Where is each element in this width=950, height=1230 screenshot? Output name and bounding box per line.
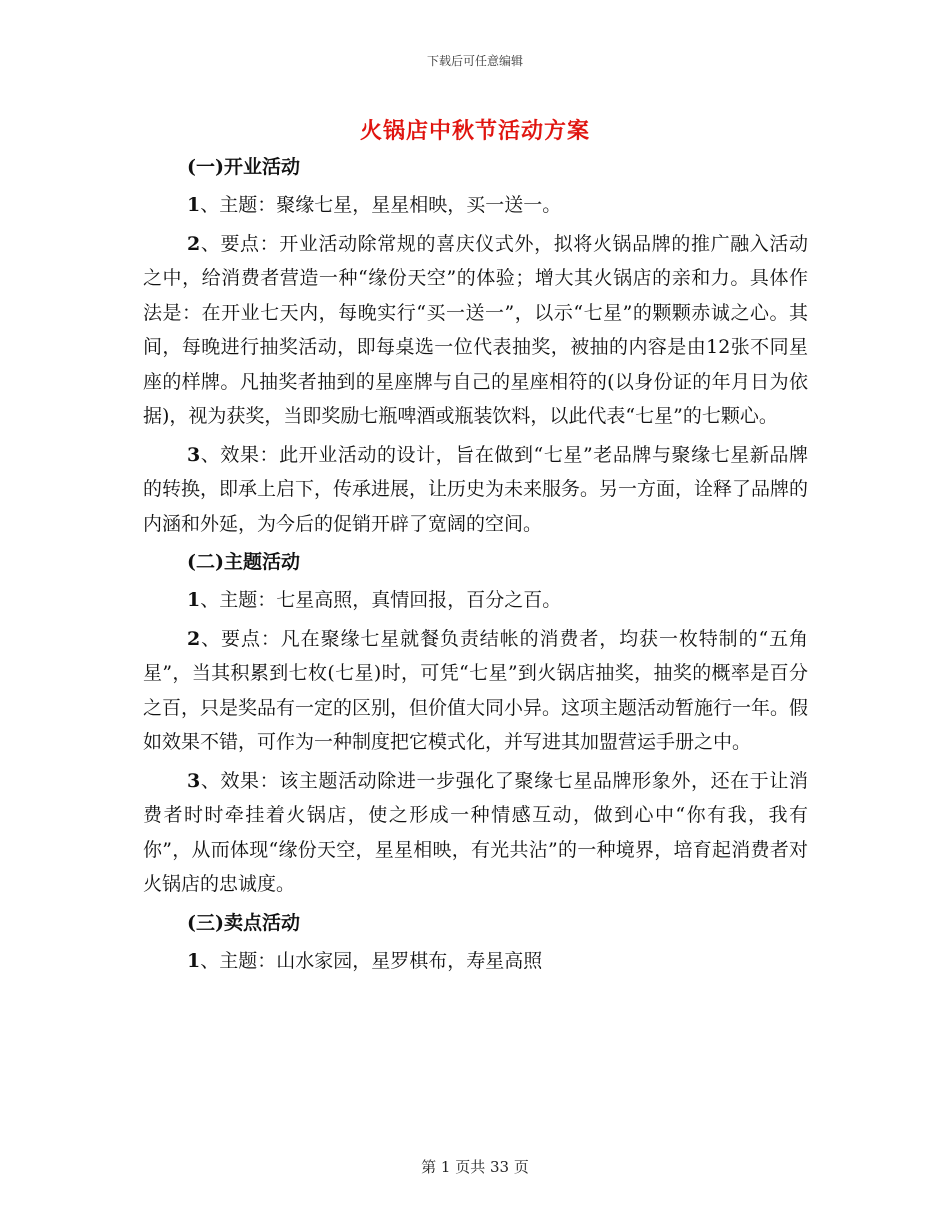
section-heading-selling-point: (三)卖点活动 bbox=[187, 911, 300, 934]
item-number: 1 bbox=[187, 949, 201, 972]
paragraph bbox=[143, 583, 808, 618]
item-number: 3 bbox=[187, 443, 201, 466]
paragraph bbox=[143, 764, 808, 902]
item-number: 2 bbox=[187, 627, 201, 650]
paragraph bbox=[143, 622, 808, 760]
item-number: 3 bbox=[187, 769, 201, 792]
section-heading-theme: (二)主题活动 bbox=[187, 551, 300, 573]
item-text: 、效果：此开业活动的设计，旨在做到“七星”老品牌与聚缘七星新品牌的转换，即承上启下，传承进展，让历史为未来服务。另一方面，诠释了品牌的内涵和外延，为今后的促销开辟了宽阔的空间。 bbox=[143, 443, 809, 535]
page-number: 第 1 页共 33 页 bbox=[421, 1158, 529, 1176]
item-text: 、要点：开业活动除常规的喜庆仪式外，拟将火锅品牌的推广融入活动之中，给消费者营造一种“缘份天空”的体验；增大其火锅店的亲和力。具体作法是：在开业七天内，每晚实行“买一送一”，以示“七星”的颗颗赤诚之心。其间，每晚进行抽奖活动，即每桌选一位代表抽奖，被抽的内容是由12张不同星座的样牌。凡抽奖者抽到的星座牌与自己的星座相符的(以身份证的年月日为依据)，视为获奖，当即奖励七瓶啤酒或瓶装饮料，以此代表“七星”的七颗心。 bbox=[143, 232, 808, 427]
item-number: 1 bbox=[187, 589, 201, 611]
document-body bbox=[143, 150, 808, 982]
paragraph bbox=[143, 944, 808, 979]
item-text: 、效果：该主题活动除进一步强化了聚缘七星品牌形象外，还在于让消费者时时牵挂着火锅店，使之形成一种情感互动，做到心中“你有我，我有你”，从而体现“缘份天空，星星相映，有光共沾”的一种境界，培育起消费者对火锅店的忠诚度。 bbox=[143, 769, 808, 895]
item-text: 、主题：山水家园，星罗棋布，寿星高照 bbox=[200, 949, 543, 972]
item-text: 、要点：凡在聚缘七星就餐负责结帐的消费者，均获一枚特制的“五角星”，当其积累到七枚(七星)时，可凭“七星”到火锅店抽奖，抽奖的概率是百分之百，只是奖品有一定的区别，但价值大同小异。这项主题活动暂施行一年。假如效果不错，可作为一种制度把它模式化，并写进其加盟营运手册之中。 bbox=[143, 627, 809, 753]
header-note: 下载后可任意编辑 bbox=[426, 54, 523, 68]
section-heading-opening: (一)开业活动 bbox=[187, 156, 300, 178]
document-title: 火锅店中秋节活动方案 bbox=[359, 118, 590, 144]
paragraph bbox=[143, 188, 808, 223]
paragraph bbox=[143, 438, 808, 542]
paragraph bbox=[143, 227, 808, 434]
item-text: 、主题：聚缘七星，星星相映，买一送一。 bbox=[200, 194, 562, 216]
item-number: 2 bbox=[187, 232, 201, 255]
item-number: 1 bbox=[187, 194, 201, 216]
item-text: 、主题：七星高照，真情回报，百分之百。 bbox=[200, 589, 562, 611]
